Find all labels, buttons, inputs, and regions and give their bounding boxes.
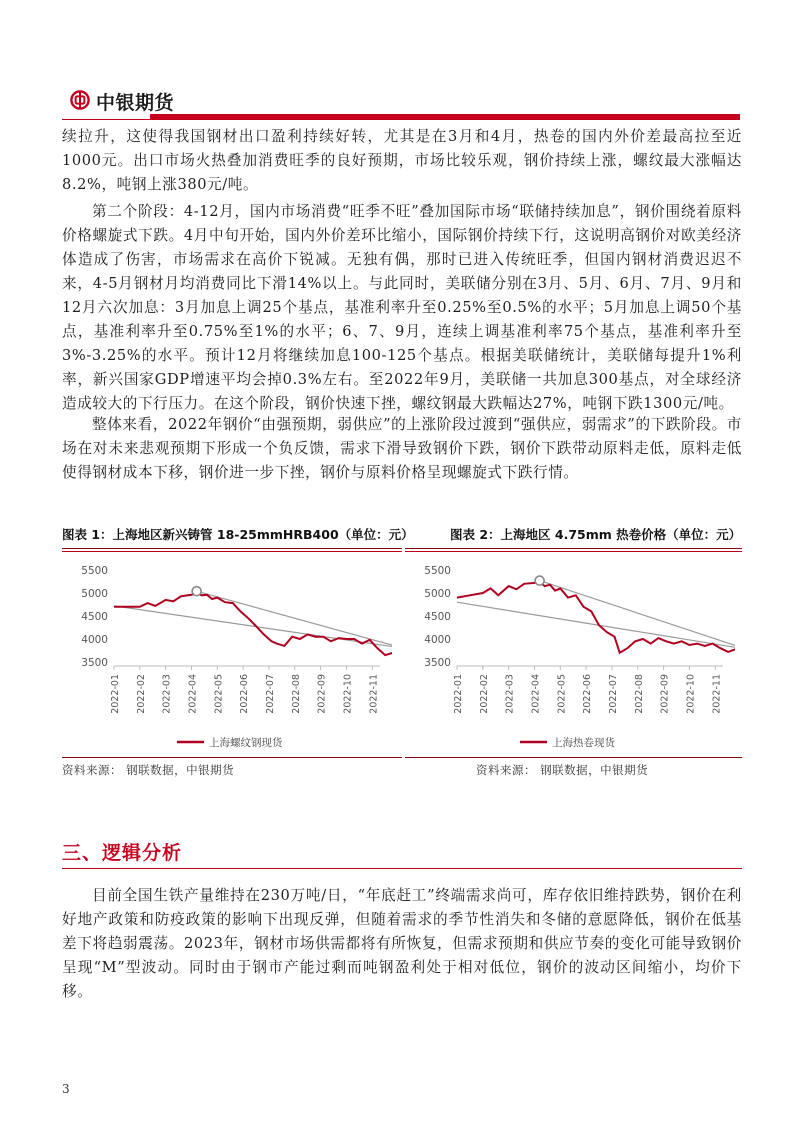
figure-2-source: 资料来源： 钢联数据，中银期货 [476, 763, 649, 777]
y-tick-label: 5500 [424, 565, 451, 577]
figure-2-title: 图表 2：上海地区 4.75mm 热卷价格（单位：元） [450, 527, 742, 542]
chart-svg [62, 562, 392, 752]
x-tick-label: 2022-08 [633, 674, 645, 714]
x-tick-label: 2022-04 [187, 674, 199, 714]
figure-1-chart [62, 562, 392, 756]
x-tick-label: 2022-09 [316, 674, 328, 714]
y-tick-label: 4500 [424, 611, 451, 623]
figure-1-rule [62, 548, 402, 549]
figure-2-rule-thin [405, 551, 742, 552]
analysis-paragraph: 目前全国生铁产量维持在230万吨/日，“年底赶工”终端需求尚可，库存依旧维持跌势，钢价在利好地产政策和防疫政策的影响下出现反弹，但随着需求的季节性消失和冬储的意愿降低，钢价在低基差下将趋弱震荡。2023年，钢材市场供需都将有所恢复，但需求预期和供应节奏的变化可能导致钢价呈现“M”型波动。同时由于钢市产能过剩而吨钢盈利处于相对低位，钢价的波动区间缩小，均价下移。 [62, 887, 742, 1000]
x-tick-label: 2022-05 [213, 674, 225, 714]
peak-marker [535, 576, 544, 585]
x-tick-label: 2022-02 [478, 674, 490, 714]
figure-2-chart [405, 562, 735, 756]
section-divider [62, 868, 742, 869]
header-divider [62, 119, 740, 120]
chart-svg [405, 562, 735, 752]
figure-1-source-rule [62, 757, 402, 758]
x-tick-label: 2022-01 [110, 674, 121, 714]
trend-line [540, 581, 735, 650]
y-tick-label: 4000 [424, 634, 451, 646]
x-tick-label: 2022-07 [607, 674, 619, 714]
paragraph-2: 第二个阶段：4-12月，国内市场消费“旺季不旺”叠加国际市场“联储持续加息”，钢价围绕着原料价格螺旋式下跌。4月中旬开始，国内外价差环比缩小，国际钢价持续下行，这说明高钢价对欧美经济体造成了伤害，市场需求在高价下锐减。无独有偶，那时已进入传统旺季，但国内钢材消费迟迟不来，4-5月钢材月均消费同比下滑14%以上。与此同时，美联储分别在3月、5月、6月、7月、9月和12月六次加息：3月加息上调25个基点，基准利率升至0.25%至0.5%的水平；5月加息上调50个基点，基准利率升至0.75%至1%的水平；6、7、9月，连续上调基准利率75个基点，基准利率升至3%-3.25%的水平。预计12月将继续加息100-125个基点。根据美联储统计，美联储每提升1%利率，新兴国家GDP增速平均会掉0.3%左右。至2022年9月，美联储一共加息300基点，对全球经济造成较大的下行压力。在这个阶段，钢价快速下挫，螺纹钢最大跌幅达27%，吨钢下跌1300元/吨。 [62, 203, 742, 412]
figure-1-title: 图表 1：上海地区新兴铸管 18-25mmHRB400（单位：元） [62, 527, 414, 542]
x-tick-label: 2022-11 [368, 674, 380, 714]
bank-of-china-logo-icon [70, 90, 90, 110]
x-tick-label: 2022-03 [161, 674, 173, 714]
figure-1-source: 资料来源： 钢联数据，中银期货 [62, 763, 235, 777]
y-tick-label: 5500 [81, 565, 108, 577]
paragraph-3: 整体来看，2022年钢价“由强预期，弱供应”的上涨阶段过渡到“强供应，弱需求”的下跌阶段。市场在对未来悲观预期下形成一个负反馈，需求下滑导致钢价下跌，钢价下跌带动原料走低，原料走低使得钢材成本下移，钢价进一步下挫，钢价与原料价格呈现螺旋式下跌行情。 [62, 416, 742, 481]
company-name: 中银期货 [96, 92, 175, 114]
legend-label: 上海螺纹钢现货 [209, 737, 283, 749]
figure-2-source-rule [405, 757, 742, 758]
x-tick-label: 2022-05 [556, 674, 568, 714]
series-line [457, 582, 735, 653]
report-header [62, 82, 742, 112]
x-tick-label: 2022-11 [711, 674, 723, 714]
section-title: 三、逻辑分析 [62, 842, 183, 864]
trend-line [197, 591, 392, 648]
y-tick-label: 4000 [81, 634, 108, 646]
series-line [114, 593, 392, 655]
x-tick-label: 2022-10 [342, 674, 354, 714]
paragraph-1: 续拉升，这使得我国钢材出口盈利持续好转，尤其是在3月和4月，热卷的国内外价差最高拉至近1000元。出口市场火热叠加消费旺季的良好预期，市场比较乐观，钢价持续上涨，螺纹最大涨幅达8.2%，吨钢上涨380元/吨。 [62, 128, 742, 193]
x-tick-label: 2022-06 [582, 674, 594, 714]
x-tick-label: 2022-06 [239, 674, 251, 714]
x-tick-label: 2022-10 [685, 674, 697, 714]
y-tick-label: 5000 [81, 588, 108, 600]
y-tick-label: 4500 [81, 611, 108, 623]
x-tick-label: 2022-09 [659, 674, 671, 714]
legend-label: 上海热卷现货 [552, 737, 615, 749]
trend-line [457, 602, 735, 649]
x-tick-label: 2022-03 [504, 674, 516, 714]
peak-marker [192, 587, 201, 596]
page-number: 3 [62, 1082, 70, 1096]
figure-1-rule-thin [62, 551, 402, 552]
x-tick-label: 2022-02 [135, 674, 147, 714]
y-tick-label: 5000 [424, 588, 451, 600]
x-tick-label: 2022-08 [290, 674, 302, 714]
x-tick-label: 2022-07 [264, 674, 276, 714]
y-tick-label: 3500 [81, 657, 108, 669]
x-tick-label: 2022-04 [530, 674, 542, 714]
y-tick-label: 3500 [424, 657, 451, 669]
trend-line [114, 606, 392, 648]
figure-2-rule [405, 548, 742, 549]
x-tick-label: 2022-01 [453, 674, 464, 714]
